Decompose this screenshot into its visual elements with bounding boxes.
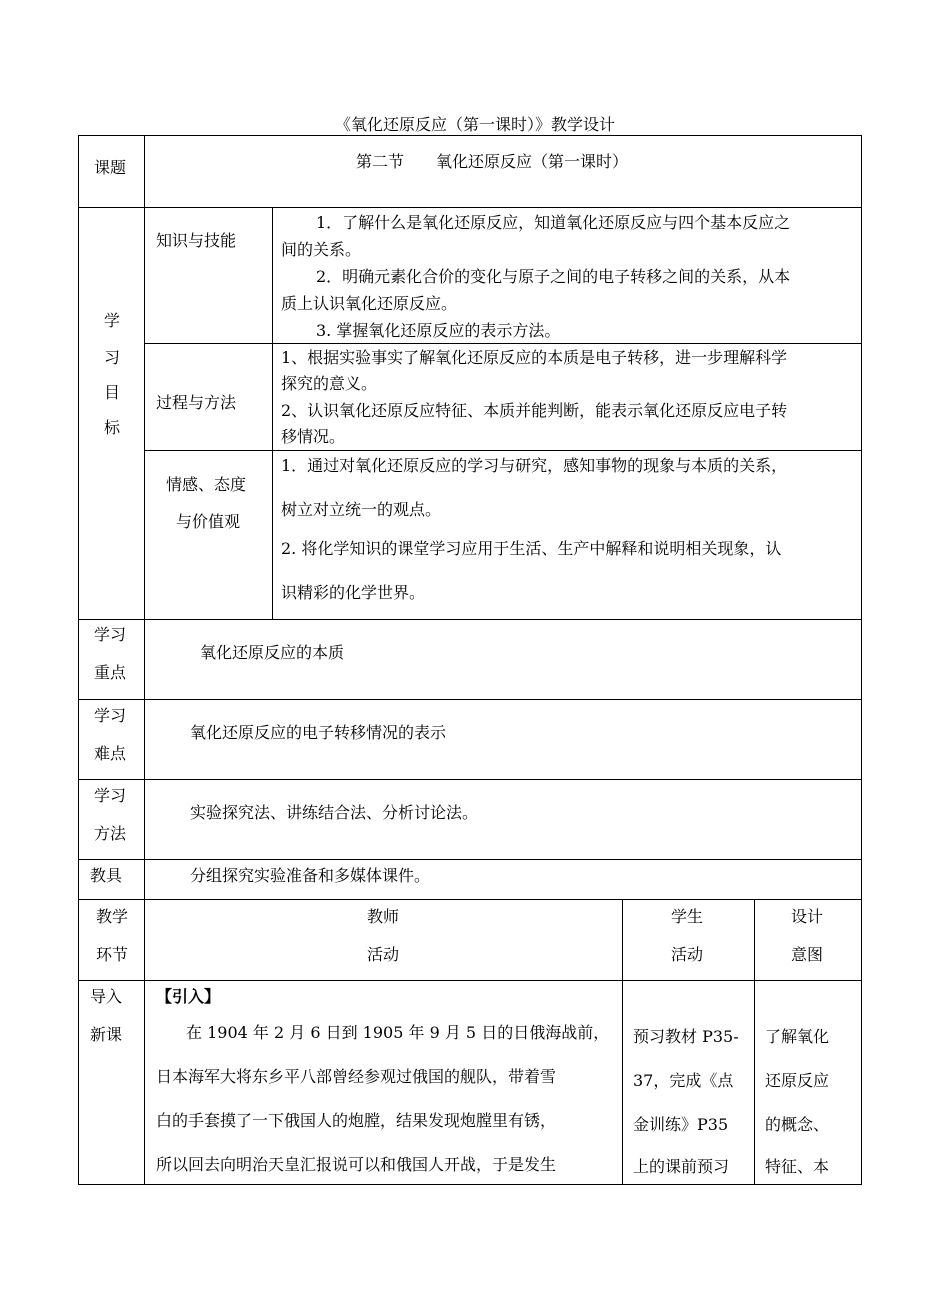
keypoint-label-line: 学习 xyxy=(94,625,127,644)
intro-intent-line: 特征、本 xyxy=(765,1157,830,1176)
emotion-line: 树立对立统一的观点。 xyxy=(281,500,442,519)
process-line: 探究的意义。 xyxy=(281,374,378,393)
difficulty-label-line: 学习 xyxy=(94,706,127,725)
knowledge-line: 1．了解什么是氧化还原反应，知道氧化还原反应与四个基本反应之 xyxy=(316,213,791,232)
keypoint-value: 氧化还原反应的本质 xyxy=(200,643,345,662)
header-student-line: 学生 xyxy=(671,907,704,926)
intro-teacher-line: 白的手套摸了一下俄国人的炮膛，结果发现炮膛里有锈， xyxy=(156,1111,557,1130)
knowledge-label: 知识与技能 xyxy=(156,231,237,250)
knowledge-line: 间的关系。 xyxy=(281,240,362,259)
process-line: 移情况。 xyxy=(281,427,346,446)
intro-teacher-line: 所以回去向明治天皇汇报说可以和俄国人开战，于是发生 xyxy=(156,1155,557,1174)
objectives-label-char: 习 xyxy=(104,348,121,367)
intro-stage-line: 导入 xyxy=(90,987,123,1006)
intro-student-line: 预习教材 P35- xyxy=(633,1027,739,1046)
intro-stage-line: 新课 xyxy=(90,1025,123,1044)
objectives-label-char: 目 xyxy=(104,383,121,402)
emotion-line: 识精彩的化学世界。 xyxy=(281,583,426,602)
intro-student-line: 37，完成《点 xyxy=(633,1071,734,1090)
intro-intent-line: 还原反应 xyxy=(765,1071,830,1090)
intro-student-line: 上的课前预习 xyxy=(633,1157,730,1176)
intro-student-line: 金训练》P35 xyxy=(633,1115,729,1134)
keypoint-label-line: 重点 xyxy=(94,663,127,682)
process-label: 过程与方法 xyxy=(156,393,237,412)
method-label-line: 方法 xyxy=(94,824,127,843)
emotion-line: 1．通过对氧化还原反应的学习与研究，感知事物的现象与本质的关系， xyxy=(281,456,788,475)
tools-label: 教具 xyxy=(90,866,123,885)
course-value: 第二节 氧化还原反应（第一课时） xyxy=(356,152,629,171)
document-title: 《氧化还原反应（第一课时）》教学设计 xyxy=(334,115,615,134)
process-line: 2、认识氧化还原反应特征、本质并能判断，能表示氧化还原反应电子转 xyxy=(281,401,788,420)
tools-value: 分组探究实验准备和多媒体课件。 xyxy=(190,866,431,885)
header-teacher-line: 活动 xyxy=(367,945,400,964)
method-label-line: 学习 xyxy=(94,786,127,805)
emotion-label-line: 与价值观 xyxy=(176,512,241,531)
objectives-label-char: 标 xyxy=(104,418,121,437)
knowledge-line: 质上认识氧化还原反应。 xyxy=(281,294,458,313)
method-value: 实验探究法、讲练结合法、分析讨论法。 xyxy=(190,803,479,822)
intro-intent-line: 的概念、 xyxy=(765,1115,830,1134)
difficulty-label-line: 难点 xyxy=(94,744,127,763)
intro-intent-line: 了解氧化 xyxy=(765,1027,830,1046)
intro-teacher-heading: 【引入】 xyxy=(156,987,221,1006)
header-teacher-line: 教师 xyxy=(367,907,400,926)
course-label: 课题 xyxy=(94,158,127,177)
header-intent-line: 设计 xyxy=(791,907,824,926)
intro-teacher-line: 日本海军大将东乡平八部曾经参观过俄国的舰队，带着雪 xyxy=(156,1067,557,1086)
header-student-line: 活动 xyxy=(671,945,704,964)
header-intent-line: 意图 xyxy=(791,945,824,964)
emotion-label-line: 情感、态度 xyxy=(166,475,247,494)
process-line: 1、根据实验事实了解氧化还原反应的本质是电子转移，进一步理解科学 xyxy=(281,348,788,367)
emotion-line: 2. 将化学知识的课堂学习应用于生活、生产中解释和说明相关现象，认 xyxy=(281,539,782,558)
knowledge-line: 2．明确元素化合价的变化与原子之间的电子转移之间的关系，从本 xyxy=(316,267,791,286)
knowledge-line: 3. 掌握氧化还原反应的表示方法。 xyxy=(316,321,561,340)
difficulty-value: 氧化还原反应的电子转移情况的表示 xyxy=(190,723,447,742)
intro-teacher-line: 在 1904 年 2 月 6 日到 1905 年 9 月 5 日的日俄海战前， xyxy=(186,1023,610,1042)
header-stage-line: 教学 xyxy=(96,907,129,926)
objectives-label-char: 学 xyxy=(104,311,121,330)
header-stage-line: 环节 xyxy=(96,945,129,964)
